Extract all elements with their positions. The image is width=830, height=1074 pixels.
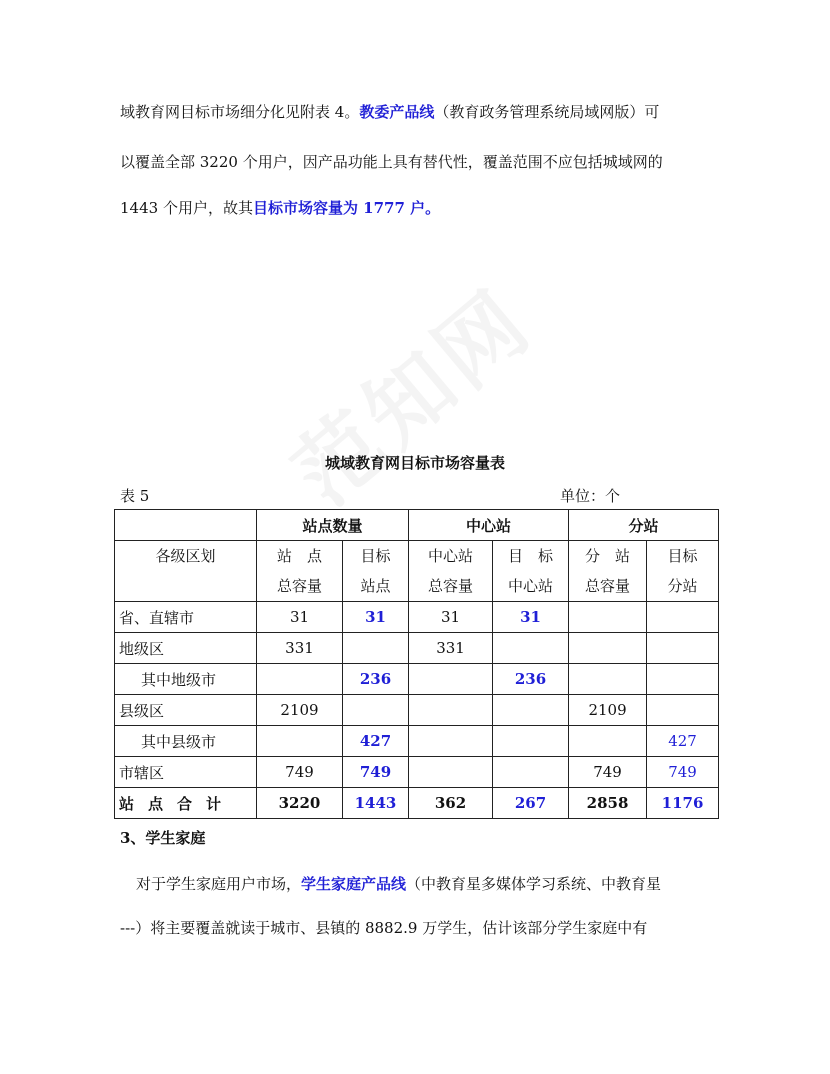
table-cell (409, 726, 493, 757)
table-cell (647, 633, 719, 664)
paragraph-line: ---）将主要覆盖就读于城市、县镇的 8882.9 万学生，估计该部分学生家庭中有 (120, 919, 648, 937)
table-cell (493, 695, 569, 726)
table-cell: 2109 (257, 695, 343, 726)
sub-header-line: 目 标 (508, 547, 554, 565)
capacity-table (114, 509, 719, 819)
table-cell (257, 726, 343, 757)
table-cell (257, 664, 343, 695)
group-header: 站点数量 (257, 510, 409, 541)
table-cell (569, 602, 647, 633)
table-cell (493, 726, 569, 757)
sub-header-line: 分 站 (585, 547, 631, 565)
watermark (262, 256, 553, 528)
table-cell: 31 (493, 602, 569, 633)
sub-header-line: 目标 (667, 547, 698, 565)
group-header: 中心站 (409, 510, 569, 541)
text-span: 1443 个用户，故其 (120, 199, 253, 217)
text-span: 域教育网目标市场细分化见附表 4。 (120, 103, 360, 121)
table-cell: 236 (343, 664, 409, 695)
total-cell: 1443 (343, 788, 409, 819)
table-cell (647, 695, 719, 726)
table-cell (647, 602, 719, 633)
table-row (115, 633, 719, 664)
row-label: 市辖区 (115, 757, 257, 788)
total-cell: 3220 (257, 788, 343, 819)
table-cell: 427 (343, 726, 409, 757)
sub-header-line: 目标 (360, 547, 391, 565)
table-cell: 2109 (569, 695, 647, 726)
sub-header (409, 541, 493, 602)
table-cell (569, 726, 647, 757)
section-heading: 3、学生家庭 (120, 829, 206, 847)
highlight-text: 学生家庭产品线 (301, 875, 407, 893)
table-cell: 749 (569, 757, 647, 788)
paragraph-line (120, 198, 720, 218)
total-label: 站点合计 (115, 788, 257, 819)
table-cell (409, 664, 493, 695)
table-cell: 749 (343, 757, 409, 788)
table-cell (409, 695, 493, 726)
table-cell (493, 757, 569, 788)
sub-header-line: 中心站 (508, 577, 554, 595)
table-row (115, 726, 719, 757)
table-cell: 749 (647, 757, 719, 788)
total-cell: 2858 (569, 788, 647, 819)
table-cell: 427 (647, 726, 719, 757)
table-cell: 331 (409, 633, 493, 664)
group-header: 分站 (569, 510, 719, 541)
sub-header-line: 中心站 (428, 547, 474, 565)
table-title: 城域教育网目标市场容量表 (324, 454, 505, 472)
sub-header (257, 541, 343, 602)
row-label: 其中地级市 (115, 664, 257, 695)
table-cell (343, 633, 409, 664)
sub-header (647, 541, 719, 602)
row-label: 地级区 (115, 633, 257, 664)
table-cell: 236 (493, 664, 569, 695)
table-cell (343, 695, 409, 726)
table-cell (493, 633, 569, 664)
sub-header-line: 总容量 (276, 577, 322, 595)
table-row (115, 602, 719, 633)
table-label: 表 5 (120, 487, 150, 505)
table-cell (569, 633, 647, 664)
paragraph-line (120, 102, 720, 122)
table-cell: 31 (343, 602, 409, 633)
sub-header-line: 分站 (667, 577, 698, 595)
table-total-row (115, 788, 719, 819)
highlight-text: 教委产品线 (359, 103, 435, 121)
table-cell: 31 (257, 602, 343, 633)
row-header: 各级区划 (115, 541, 257, 602)
table-cell (647, 664, 719, 695)
sub-header (343, 541, 409, 602)
table-header-row (115, 510, 719, 541)
paragraph-line (136, 874, 736, 894)
header-cell (115, 510, 257, 541)
table-row (115, 695, 719, 726)
paragraph-line: 以覆盖全部 3220 个用户，因产品功能上具有替代性，覆盖范围不应包括城域网的 (120, 153, 663, 171)
text-span: （教育政务管理系统局域网版）可 (434, 103, 660, 121)
total-cell: 1176 (647, 788, 719, 819)
table-cell: 31 (409, 602, 493, 633)
table-cell: 331 (257, 633, 343, 664)
table-row (115, 757, 719, 788)
row-label: 县级区 (115, 695, 257, 726)
text-span: （中教育星多媒体学习系统、中教育星 (406, 875, 662, 893)
sub-header (569, 541, 647, 602)
table-subheader-row (115, 541, 719, 602)
table-cell (409, 757, 493, 788)
total-cell: 267 (493, 788, 569, 819)
highlight-text: 目标市场容量为 1777 户。 (252, 199, 441, 217)
table-unit: 单位：个 (560, 487, 621, 505)
row-label: 其中县级市 (115, 726, 257, 757)
sub-header-line: 总容量 (585, 577, 631, 595)
sub-header-line: 站 点 (276, 547, 322, 565)
table-cell (569, 664, 647, 695)
table-cell: 749 (257, 757, 343, 788)
total-cell: 362 (409, 788, 493, 819)
row-label: 省、直辖市 (115, 602, 257, 633)
table-row (115, 664, 719, 695)
sub-header-line: 总容量 (428, 577, 474, 595)
text-span: 对于学生家庭用户市场， (136, 875, 302, 893)
sub-header (493, 541, 569, 602)
sub-header-line: 站点 (360, 577, 391, 595)
